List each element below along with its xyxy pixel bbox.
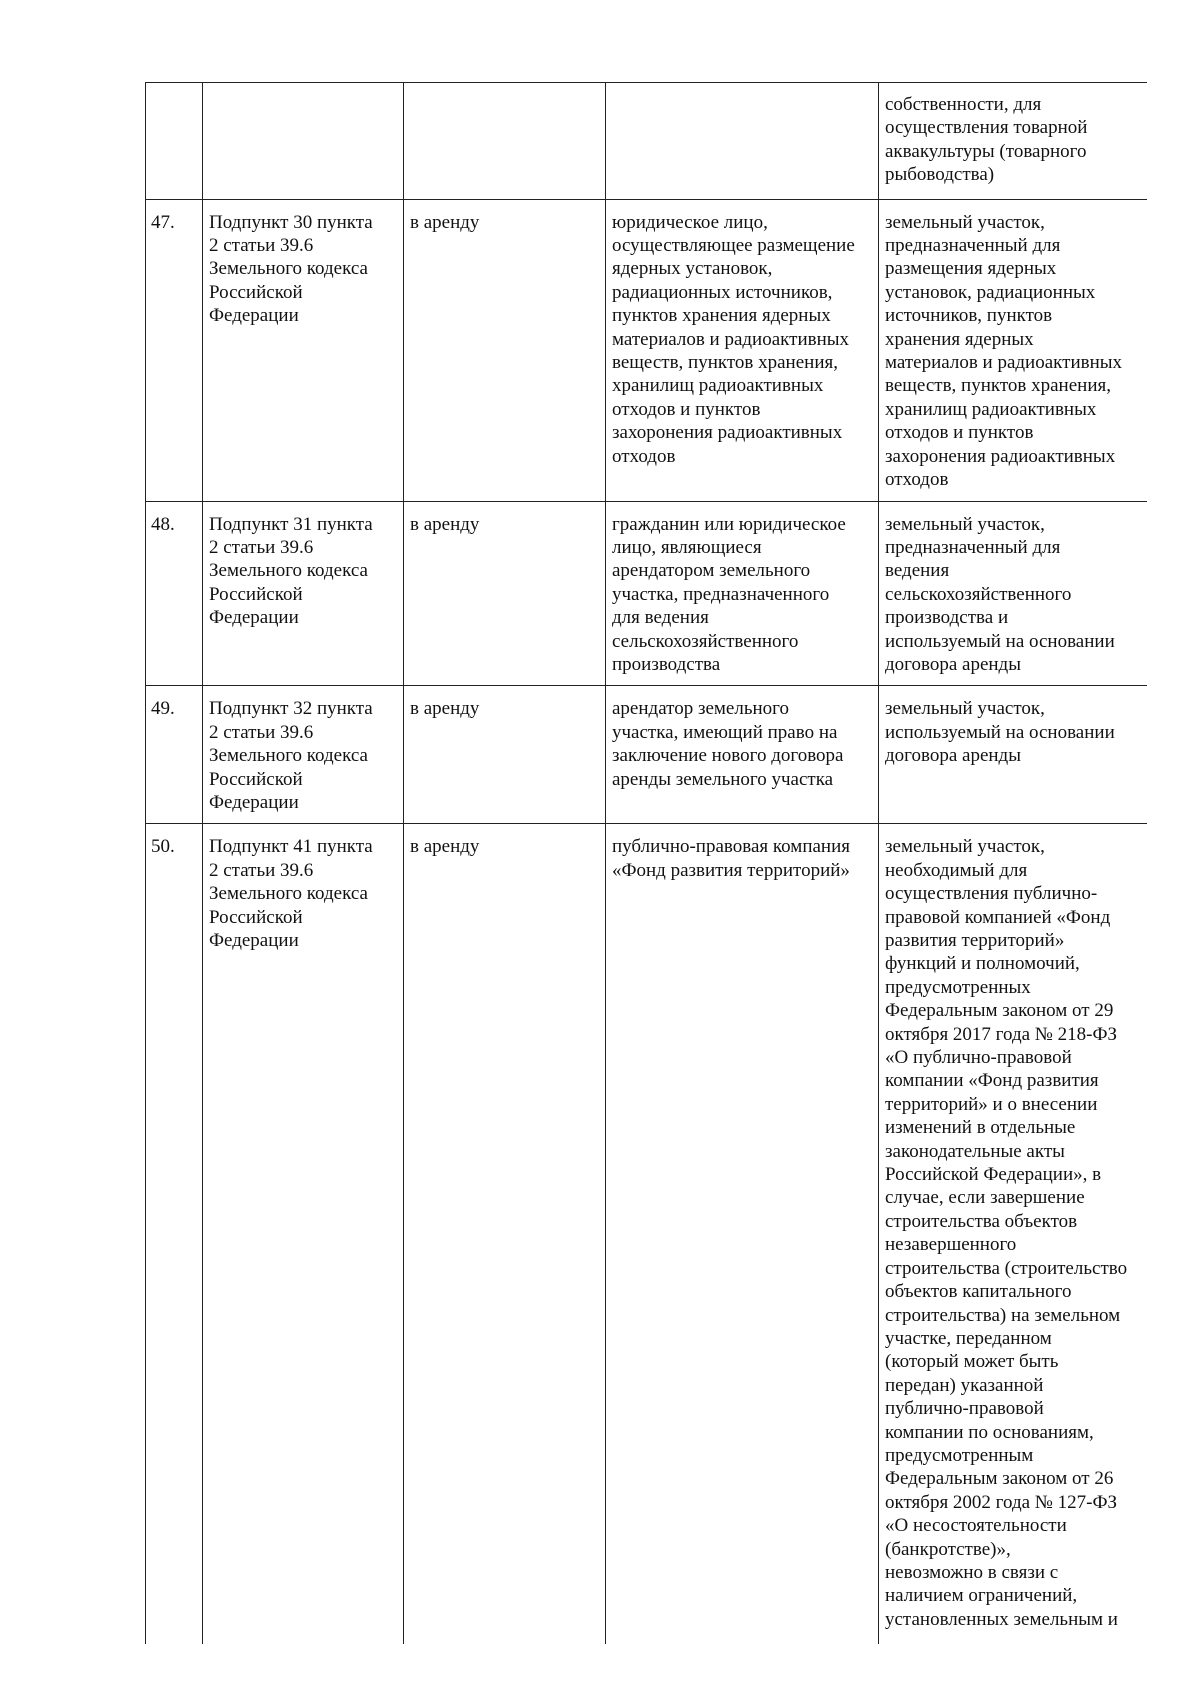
legal-basis-text: Подпункт 32 пункта 2 статьи 39.6 Земельного кодекса Российской Федерации (209, 698, 373, 813)
row-number-cell (146, 686, 203, 824)
right-type-cell (404, 83, 606, 200)
applicant-cell (606, 199, 879, 501)
legal-basis-cell (203, 83, 404, 200)
applicant-text: гражданин или юридическое лицо, являющиеся арендатором земельного участка, предназначенного для ведения сельскохозяйственного производства (612, 513, 846, 675)
legal-basis-cell (203, 501, 404, 686)
applicant-text: публично-правовая компания «Фонд развития территорий» (612, 836, 851, 881)
table-row (146, 83, 1148, 200)
right-type-text: в аренду (410, 836, 480, 858)
legal-basis-text: Подпункт 30 пункта 2 статьи 39.6 Земельного кодекса Российской Федерации (209, 211, 373, 327)
land-plot-cell (879, 501, 1148, 686)
right-type-text: в аренду (410, 513, 480, 535)
right-type-text: в аренду (410, 698, 480, 720)
land-plot-cell (879, 824, 1148, 1644)
row-number: 47. (151, 211, 175, 233)
row-number: 49. (151, 698, 175, 720)
applicant-cell (606, 83, 879, 200)
row-number: 50. (151, 836, 175, 858)
land-plots-table-container (145, 82, 1147, 1644)
land-plot-text: земельный участок, используемый на основании договора аренды (885, 698, 1115, 767)
legal-basis-text: Подпункт 41 пункта 2 статьи 39.6 Земельного кодекса Российской Федерации (209, 836, 373, 951)
table-row (146, 824, 1148, 1644)
row-number-cell (146, 83, 203, 200)
legal-basis-cell (203, 199, 404, 501)
land-plot-cell (879, 686, 1148, 824)
table-row (146, 199, 1148, 501)
applicant-cell (606, 501, 879, 686)
table-row (146, 686, 1148, 824)
table-row (146, 501, 1148, 686)
right-type-cell (404, 824, 606, 1644)
applicant-cell (606, 824, 879, 1644)
row-number-cell (146, 824, 203, 1644)
right-type-text: в аренду (410, 211, 480, 233)
applicant-cell (606, 686, 879, 824)
legal-basis-cell (203, 686, 404, 824)
land-plot-text: земельный участок, предназначенный для размещения ядерных установок, радиационных источников, пунктов хранения ядерных материалов и радиоактивных веществ, пунктов хранения, хранилищ радиоактивных отходов и пунктов захоронения радиоактивных отходов (885, 211, 1123, 491)
land-plots-table (145, 82, 1147, 1644)
right-type-cell (404, 501, 606, 686)
row-number: 48. (151, 513, 175, 535)
right-type-cell (404, 199, 606, 501)
land-plot-cell (879, 199, 1148, 501)
applicant-text: юридическое лицо, осуществляющее размещение ядерных установок, радиационных источников, пунктов хранения ядерных материалов и радиоактивных веществ, пунктов хранения, хранилищ радиоактивных отходов и пунктов захоронения радиоактивных отходов (612, 211, 855, 467)
legal-basis-cell (203, 824, 404, 1644)
right-type-cell (404, 686, 606, 824)
land-plot-cell (879, 83, 1148, 200)
applicant-text: арендатор земельного участка, имеющий право на заключение нового договора аренды земельного участка (612, 698, 844, 790)
land-plot-text: земельный участок, необходимый для осуществления публично- правовой компанией «Фонд развития территорий» функций и полномочий, предусмотренных Федеральным законом от 29 октября 2017 года № 218-ФЗ «О публично-правовой компании «Фонд развития территорий» и о внесении изменений в отдельные законодательные акты Российской Федерации», в случае, если завершение строительства объектов незавершенного строительства (строительство объектов капитального строительства) на земельном участке, переданном (который может быть передан) указанной публично-правовой компании по основаниям, предусмотренным Федеральным законом от 26 октября 2002 года № 127-ФЗ «О несостоятельности (банкротстве)», невозможно в связи с наличием ограничений, установленных земельным и (885, 836, 1128, 1630)
land-plot-text: земельный участок, предназначенный для ведения сельскохозяйственного производства и используемый на основании договора аренды (885, 513, 1115, 675)
land-plot-text: собственности, для осуществления товарной аквакультуры (товарного рыбоводства) (885, 94, 1088, 186)
legal-basis-text: Подпункт 31 пункта 2 статьи 39.6 Земельного кодекса Российской Федерации (209, 513, 373, 629)
row-number-cell (146, 199, 203, 501)
row-number-cell (146, 501, 203, 686)
